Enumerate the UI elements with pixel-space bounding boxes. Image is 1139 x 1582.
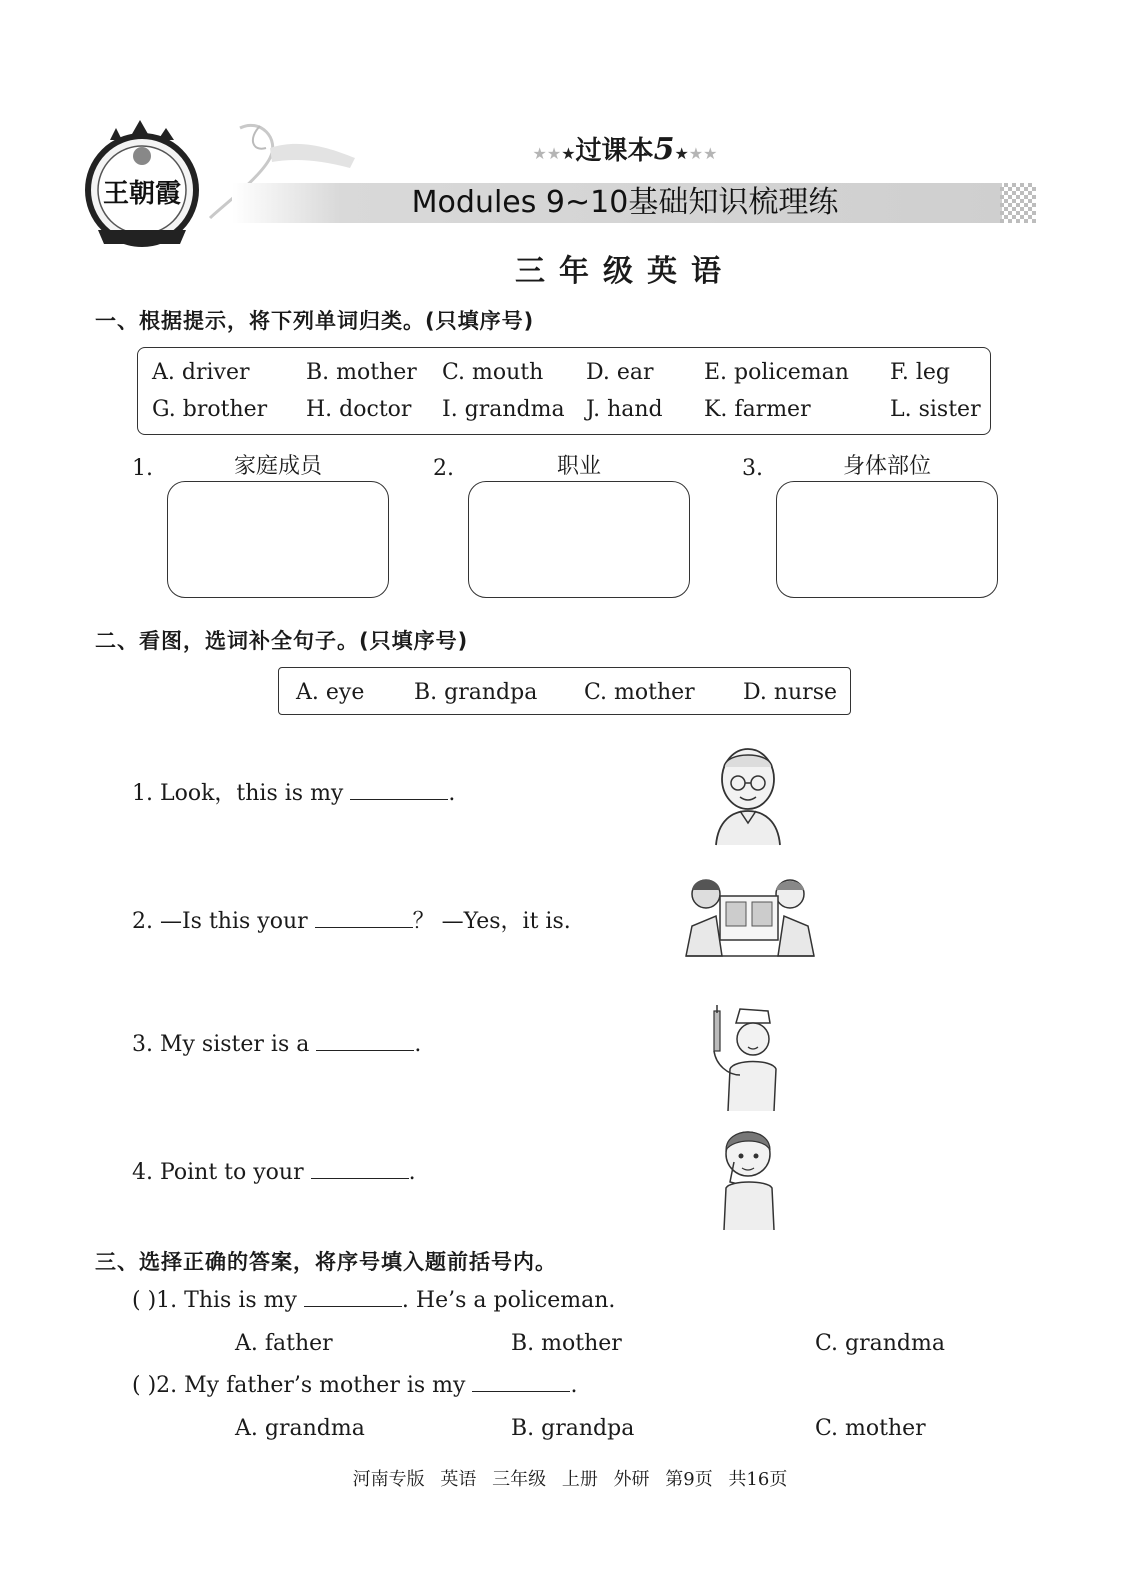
module-title: Modules 9~10基础知识梳理练: [411, 185, 839, 220]
option-bank: [278, 667, 851, 715]
category-label: 职业: [556, 454, 601, 479]
question-1: [132, 776, 455, 807]
family-photo-illustration: [686, 876, 814, 962]
choice-a: A. grandma: [235, 1416, 365, 1441]
word-item: E. policeman: [704, 360, 849, 385]
question-text: 1. This is my: [156, 1288, 304, 1313]
word-item: J. hand: [586, 397, 663, 422]
word-item: C. mouth: [442, 360, 544, 385]
category-number: 2.: [433, 456, 454, 481]
option-item: B. grandpa: [414, 680, 538, 705]
choice-b: B. grandpa: [511, 1416, 635, 1441]
boy-point-eye-illustration: [714, 1122, 780, 1236]
page-title: 三年级英语: [515, 254, 735, 289]
answer-parentheses[interactable]: ( ): [132, 1373, 157, 1398]
question-text: . He’s a policeman.: [401, 1288, 616, 1313]
category-label: 家庭成员: [233, 454, 322, 479]
page-footer: 河南专版 英语 三年级 上册 外研 第9页 共16页: [352, 1469, 788, 1490]
word-item: B. mother: [306, 360, 417, 385]
word-item: H. doctor: [306, 397, 412, 422]
nurse-illustration: [706, 1005, 780, 1115]
choice-c: C. grandma: [815, 1331, 945, 1356]
question-text: .: [408, 1160, 416, 1185]
question-text: ？ —Yes，it is.: [412, 909, 571, 934]
section3-heading: 三、选择正确的答案，将序号填入题前括号内。: [95, 1250, 557, 1274]
word-item: L. sister: [890, 397, 981, 422]
word-item: D. ear: [586, 360, 654, 385]
question-text: .: [414, 1032, 422, 1057]
option-item: D. nurse: [743, 680, 838, 705]
choice-b: B. mother: [511, 1331, 622, 1356]
option-item: C. mother: [584, 680, 695, 705]
word-bank: [137, 347, 991, 435]
question-text: 2. —Is this your: [132, 909, 315, 934]
word-item: F. leg: [890, 360, 950, 385]
course-label: [500, 130, 750, 167]
question-text: 3. My sister is a: [132, 1032, 317, 1057]
answer-blank[interactable]: [316, 1032, 414, 1051]
choice-question-1: [132, 1288, 615, 1313]
choice-question-2: [132, 1373, 577, 1398]
question-2: [132, 904, 571, 935]
word-item: K. farmer: [704, 397, 811, 422]
category-number: 3.: [742, 456, 763, 481]
star-icon: ★: [674, 144, 689, 163]
question-4: [132, 1160, 416, 1185]
question-text: 2. My father’s mother is my: [156, 1373, 473, 1398]
question-text: 4. Point to your: [132, 1160, 311, 1185]
answer-parentheses[interactable]: ( ): [132, 1288, 157, 1313]
choice-a: A. father: [235, 1331, 333, 1356]
section1-heading: 一、根据提示，将下列单词归类。(只填序号): [95, 309, 535, 333]
category-number: 1.: [132, 456, 153, 481]
option-item: A. eye: [296, 680, 365, 705]
answer-blank[interactable]: [350, 781, 448, 800]
answer-blank[interactable]: [315, 909, 413, 928]
word-item: A. driver: [152, 360, 250, 385]
answer-blank: [304, 1288, 402, 1307]
logo-text: 王朝霞: [102, 179, 182, 209]
choice-c: C. mother: [815, 1416, 926, 1441]
category-label: 身体部位: [842, 454, 931, 479]
word-item: G. brother: [152, 397, 268, 422]
grandpa-illustration: [712, 745, 784, 851]
answer-box-family[interactable]: [167, 481, 389, 598]
course-text: 过课本: [575, 136, 654, 166]
answer-blank[interactable]: [311, 1160, 409, 1179]
answer-blank: [472, 1373, 570, 1392]
course-number: 5: [653, 132, 675, 167]
question-text: .: [570, 1373, 578, 1398]
brand-logo: [80, 118, 210, 256]
question-text: .: [448, 781, 456, 806]
answer-box-body[interactable]: [776, 481, 998, 598]
section2-heading: 二、看图，选词补全句子。(只填序号): [95, 629, 469, 653]
answer-box-job[interactable]: [468, 481, 690, 598]
star-icon: ★★: [532, 144, 562, 163]
star-icon: ★★: [688, 144, 718, 163]
word-item: I. grandma: [442, 397, 565, 422]
question-text: 1. Look，this is my: [132, 781, 351, 806]
question-3: [132, 1032, 421, 1057]
star-icon: ★: [561, 144, 576, 163]
